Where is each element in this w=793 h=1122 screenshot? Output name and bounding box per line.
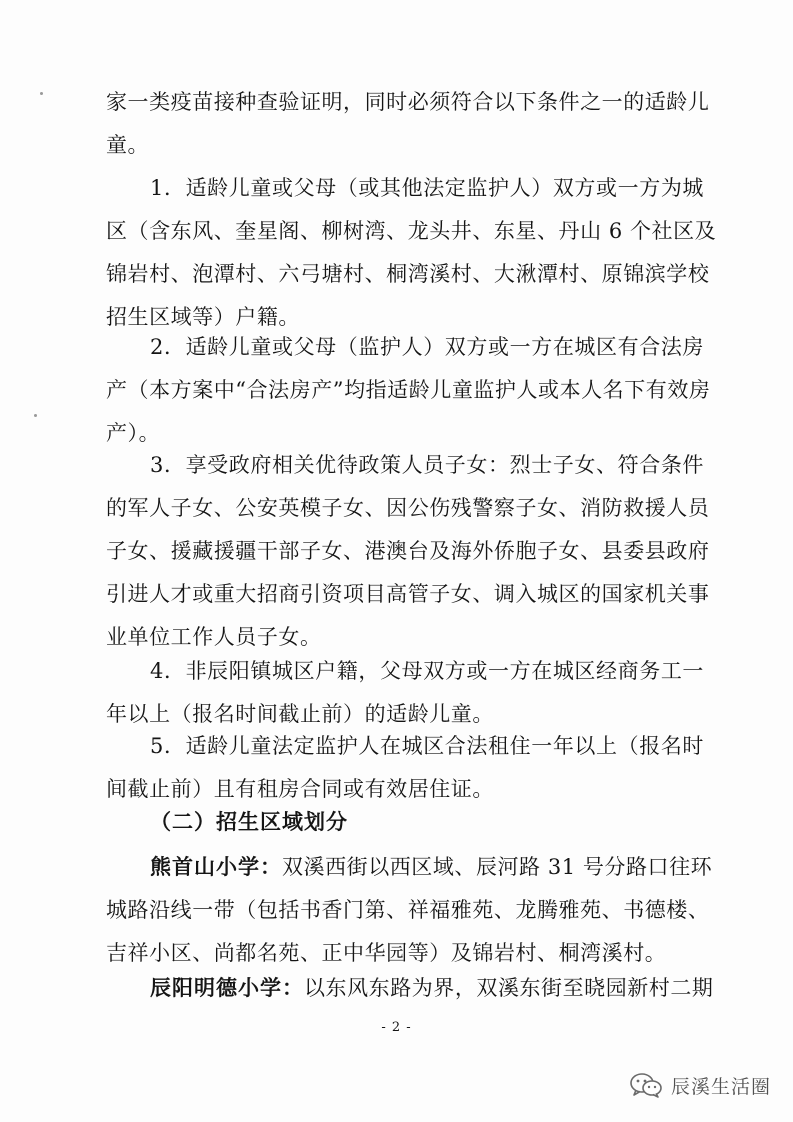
watermark xyxy=(629,1070,771,1100)
condition-1-line: 1．适龄儿童或父母（或其他法定监护人）双方或一方为城 xyxy=(150,176,704,200)
body-line: 引进人才或重大招商引资项目高管子女、调入城区的国家机关事 xyxy=(106,582,710,606)
school-1-first-line xyxy=(150,845,713,889)
scan-speck xyxy=(40,92,43,95)
school-2-name: 辰阳明德小学： xyxy=(150,976,304,1000)
body-line: 的军人子女、公安英模子女、因公伤残警察子女、消防救援人员 xyxy=(106,496,710,520)
body-line: 区（含东风、奎星阁、柳树湾、龙头井、东星、丹山 6 个社区及 xyxy=(106,219,717,243)
body-line: 子女、援藏援疆干部子女、港澳台及海外侨胞子女、县委县政府 xyxy=(106,539,710,563)
condition-3-line: 3．享受政府相关优待政策人员子女：烈士子女、符合条件 xyxy=(150,453,704,477)
body-line: 家一类疫苗接种查验证明，同时必须符合以下条件之一的适龄儿 xyxy=(106,90,710,114)
school-1-name: 熊首山小学： xyxy=(150,855,282,879)
body-line: 产（本方案中“合法房产”均指适龄儿童监护人或本人名下有效房 xyxy=(106,378,711,402)
body-line: 童。 xyxy=(106,133,150,157)
body-line: 城路沿线一带（包括书香门第、祥福雅苑、龙腾雅苑、书德楼、 xyxy=(106,898,710,922)
body-line: 年以上（报名时间截止前）的适龄儿童。 xyxy=(106,702,494,726)
body-line: 招生区域等）户籍。 xyxy=(106,305,300,329)
watermark-text: 辰溪生活圈 xyxy=(670,1075,771,1098)
scan-speck xyxy=(34,414,37,417)
page-number: - 2 - xyxy=(381,1020,412,1035)
body-line: 吉祥小区、尚都名苑、正中华园等）及锦岩村、桐湾溪村。 xyxy=(106,941,667,965)
body-line: 间截止前）且有租房合同或有效居住证。 xyxy=(106,777,494,801)
body-line: 业单位工作人员子女。 xyxy=(106,625,322,649)
wechat-icon xyxy=(629,1072,663,1098)
school-2-text: 以东风东路为界，双溪东街至晓园新村二期 xyxy=(304,976,714,1000)
school-2-first-line xyxy=(150,966,714,1010)
school-1-text: 双溪西街以西区域、辰河路 31 号分路口往环 xyxy=(282,855,713,879)
body-line: 锦岩村、泡潭村、六弓塘村、桐湾溪村、大湫潭村、原锦滨学校 xyxy=(106,262,710,286)
section-heading: （二）招生区域划分 xyxy=(150,810,348,834)
condition-2-line: 2．适龄儿童或父母（监护人）双方或一方在城区有合法房 xyxy=(150,335,704,359)
condition-4-line: 4．非辰阳镇城区户籍，父母双方或一方在城区经商务工一 xyxy=(150,659,704,683)
condition-5-line: 5．适龄儿童法定监护人在城区合法租住一年以上（报名时 xyxy=(150,734,704,758)
body-line: 产）。 xyxy=(106,421,161,445)
